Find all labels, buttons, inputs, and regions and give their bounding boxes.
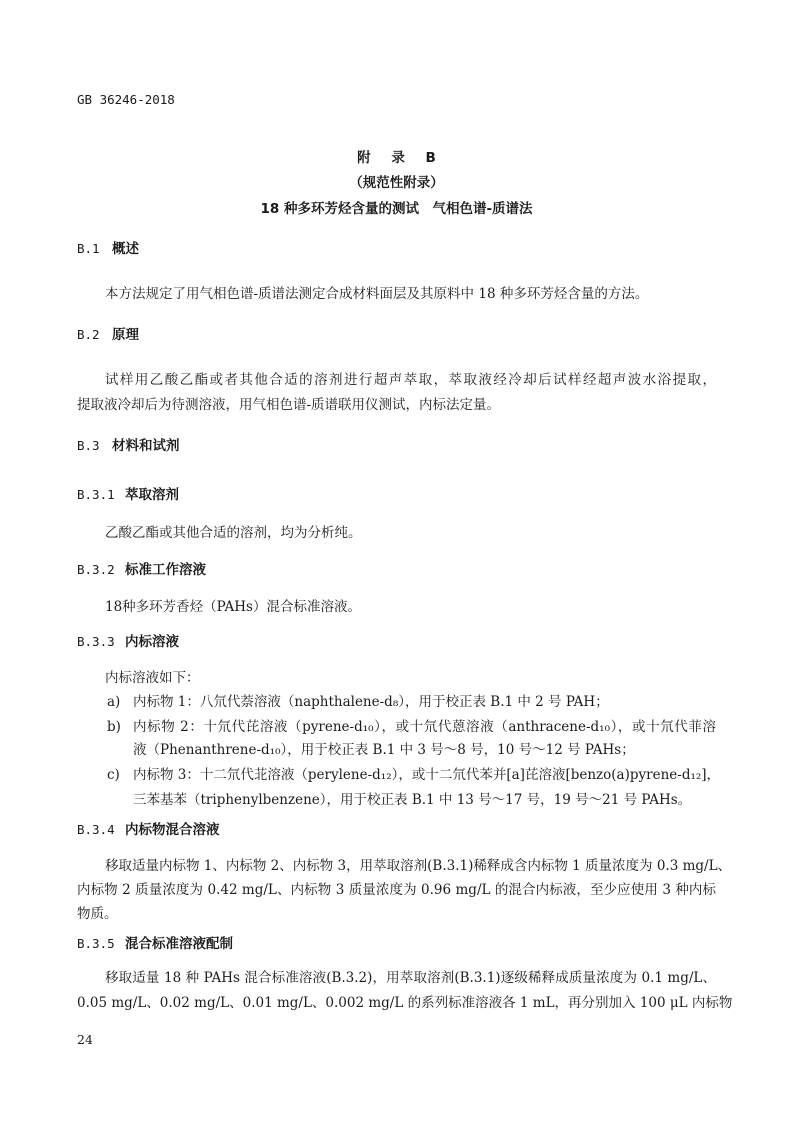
paragraph-line: 试样用乙酸乙酯或者其他合适的溶剂进行超声萃取，萃取液经冷却后试样经超声波水浴提取， bbox=[105, 372, 716, 388]
paragraph-line: 0.05 mg/L、0.02 mg/L、0.01 mg/L、0.002 mg/L 的系列标准溶液各 1 mL，再分别加入 100 μL 内标物 bbox=[77, 995, 733, 1011]
paragraph-line: 本方法规定了用气相色谱-质谱法测定合成材料面层及其原料中 18 种多环芳烃含量的方法。 bbox=[105, 286, 649, 302]
paragraph-line: 18种多环芳香烃（PAHs）混合标准溶液。 bbox=[105, 599, 361, 615]
section-title-b3-4: 内标物混合溶液 bbox=[125, 822, 220, 838]
paragraph-line: 移取适量内标物 1、内标物 2、内标物 3，用萃取溶剂(B.3.1)稀释成含内标物 1 质量浓度为 0.3 mg/L、 bbox=[105, 858, 732, 874]
list-item-line: 三苯基苯（triphenylbenzene），用于校正表 B.1 中 13 号～17 号，19 号～21 号 PAHs。 bbox=[133, 792, 692, 808]
section-number-b3-5: B.3.5 bbox=[77, 936, 115, 951]
section-title-b3-2: 标准工作溶液 bbox=[125, 562, 206, 578]
section-title-b3: 材料和试剂 bbox=[112, 438, 180, 454]
page-number: 24 bbox=[77, 1032, 93, 1047]
annex-type: （规范性附录） bbox=[349, 175, 444, 191]
list-item-line: 液（Phenanthrene-d₁₀），用于校正表 B.1 中 3 号～8 号，10 号～12 号 PAHs； bbox=[133, 742, 635, 758]
section-number-b3-3: B.3.3 bbox=[77, 634, 115, 649]
section-number-b3-2: B.3.2 bbox=[77, 562, 115, 577]
list-marker: c) bbox=[107, 767, 120, 783]
paragraph-line: 移取适量 18 种 PAHs 混合标准溶液(B.3.2)，用萃取溶剂(B.3.1)逐级稀释成质量浓度为 0.1 mg/L、 bbox=[105, 970, 716, 986]
list-marker: a) bbox=[107, 694, 121, 710]
list-intro: 内标溶液如下： bbox=[105, 670, 200, 686]
section-number-b3-1: B.3.1 bbox=[77, 487, 115, 502]
list-item-line: 内标物 1：八氘代萘溶液（naphthalene-d₈），用于校正表 B.1 中 2 号 PAH； bbox=[133, 694, 609, 710]
paragraph-line: 乙酸乙酯或其他合适的溶剂，均为分析纯。 bbox=[105, 525, 362, 541]
section-number-b3-4: B.3.4 bbox=[77, 822, 115, 837]
section-title-b1: 概述 bbox=[112, 241, 139, 257]
standard-code-header: GB 36246-2018 bbox=[77, 92, 175, 107]
annex-label: 附 录 B bbox=[357, 150, 444, 166]
section-title-b3-1: 萃取溶剂 bbox=[125, 487, 179, 503]
annex-title: 18 种多环芳烃含量的测试 气相色谱-质谱法 bbox=[260, 201, 533, 217]
section-number-b1: B.1 bbox=[77, 241, 100, 256]
section-title-b3-5: 混合标准溶液配制 bbox=[125, 936, 233, 952]
paragraph-line: 内标物 2 质量浓度为 0.42 mg/L、内标物 3 质量浓度为 0.96 mg/L 的混合内标液，至少应使用 3 种内标 bbox=[77, 882, 716, 898]
section-number-b2: B.2 bbox=[77, 327, 100, 342]
paragraph-line: 物质。 bbox=[77, 906, 118, 922]
list-marker: b) bbox=[107, 719, 121, 735]
paragraph-line: 提取液冷却后为待测溶液，用气相色谱-质谱联用仪测试，内标法定量。 bbox=[77, 397, 501, 413]
list-item-line: 内标物 3：十二氘代苝溶液（perylene-d₁₂），或十二氘代苯并[a]芘溶液[benzo(a)pyrene-d₁₂]， bbox=[133, 767, 721, 783]
section-number-b3: B.3 bbox=[77, 438, 100, 453]
section-title-b2: 原理 bbox=[112, 327, 139, 343]
list-item-line: 内标物 2：十氘代芘溶液（pyrene-d₁₀），或十氘代蒽溶液（anthracene-d₁₀），或十氘代菲溶 bbox=[133, 719, 716, 735]
section-title-b3-3: 内标溶液 bbox=[125, 634, 179, 650]
